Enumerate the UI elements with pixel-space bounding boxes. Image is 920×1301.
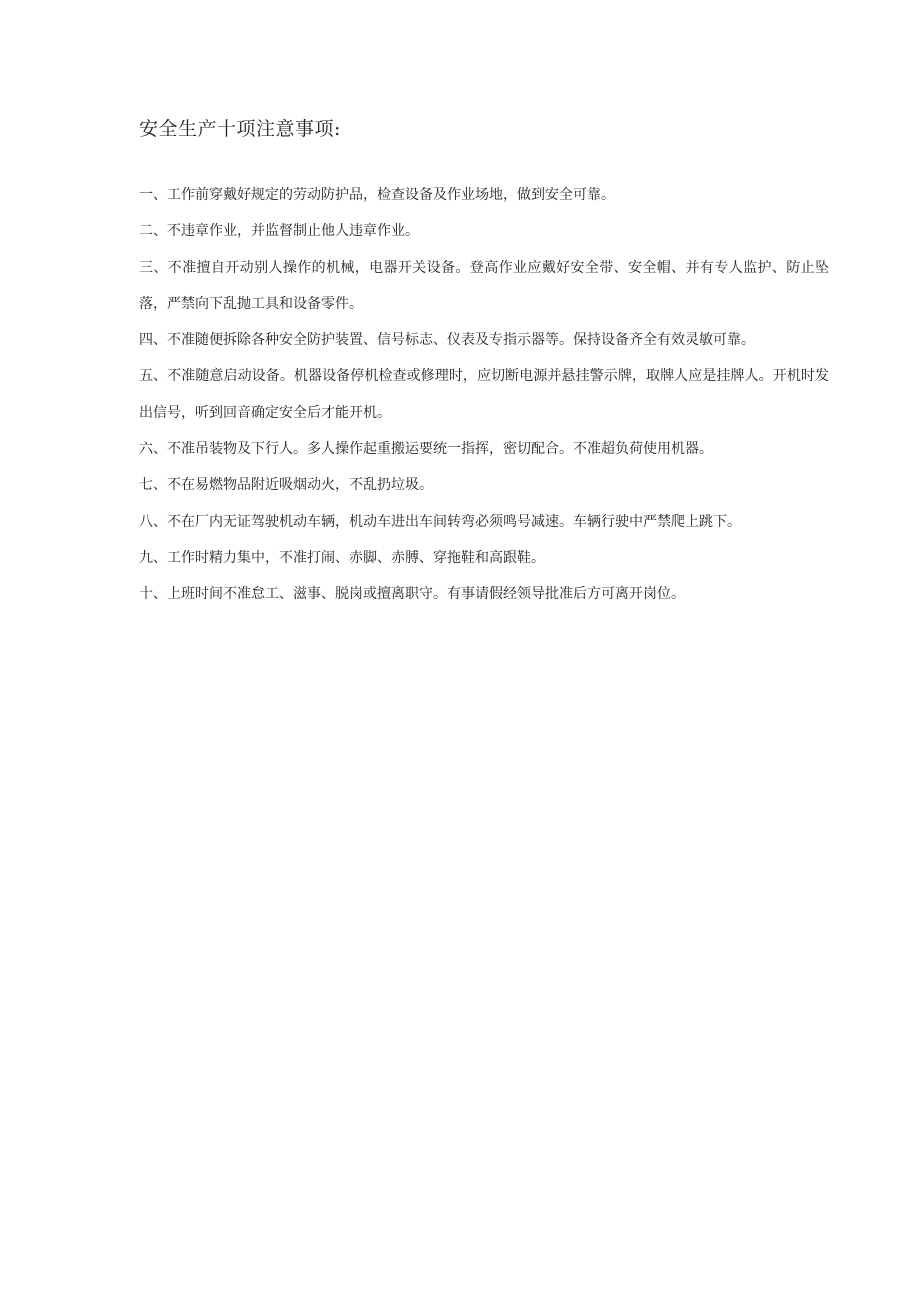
document-title: 安全生产十项注意事项: <box>139 118 341 140</box>
safety-rules-list <box>139 177 829 613</box>
safety-rule-6: 六、不准吊装物及下行人。多人操作起重搬运要统一指挥，密切配合。不准超负荷使用机器。 <box>139 441 713 458</box>
safety-rule-3: 三、不准擅自开动别人操作的机械，电器开关设备。登高作业应戴好安全带、安全帽、并有专人监护、防止坠落，严禁向下乱抛工具和设备零件。 <box>139 259 829 312</box>
safety-rule-7: 七、不在易燃物品附近吸烟动火，不乱扔垃圾。 <box>139 477 433 494</box>
safety-rule-9: 九、工作时精力集中，不准打闹、赤脚、赤膊、穿拖鞋和高跟鞋。 <box>139 549 545 566</box>
safety-rule-8: 八、不在厂内无证驾驶机动车辆，机动车进出车间转弯必须鸣号减速。车辆行驶中严禁爬上跳下。 <box>139 513 741 530</box>
safety-rule-4: 四、不准随便拆除各种安全防护装置、信号标志、仪表及专指示器等。保持设备齐全有效灵敏可靠。 <box>139 332 755 349</box>
safety-rule-10: 十、上班时间不准怠工、滋事、脱岗或擅离职守。有事请假经领导批准后方可离开岗位。 <box>139 586 685 603</box>
safety-rule-5: 五、不准随意启动设备。机器设备停机检查或修理时，应切断电源并悬挂警示牌，取牌人应是挂牌人。开机时发出信号，听到回音确定安全后才能开机。 <box>139 368 829 421</box>
safety-rule-1: 一、工作前穿戴好规定的劳动防护品，检查设备及作业场地，做到安全可靠。 <box>139 187 615 203</box>
safety-rule-2: 二、不违章作业，并监督制止他人违章作业。 <box>139 223 419 240</box>
